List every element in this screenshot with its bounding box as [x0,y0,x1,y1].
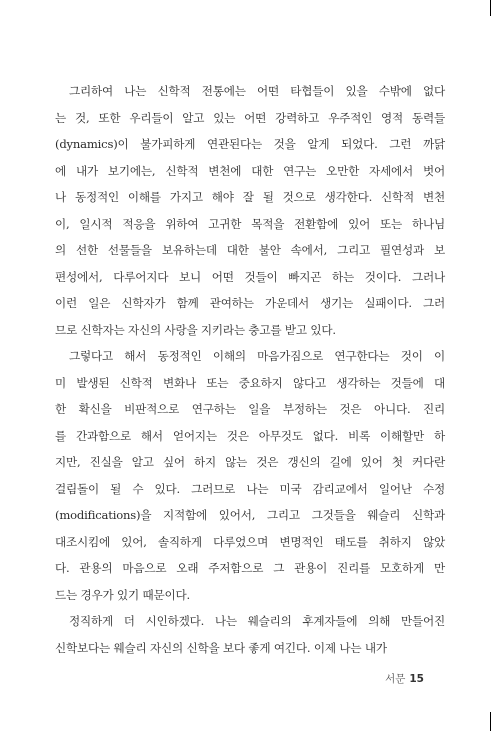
text-line: 편성에서, 다루어지다 보니 어떤 것들이 빠지곤 하는 것이다. 그러나 [55,269,445,284]
text-line: 정직하게 더 시인하겠다. 나는 웨슬리의 후계자들에 의해 만들어진 [69,614,445,628]
text-line: 드는 경우가 있기 때문이다. [55,587,190,602]
text-line: 이런 일은 신학자가 함께 관여하는 가운데서 생기는 실패이다. 그러 [55,296,445,310]
paragraph [55,608,445,661]
text-line: 대조시킴에 있어, 솔직하게 다루었으며 변명적인 태도를 취하지 않았 [55,534,445,549]
text-line: 한 확신을 비판적으로 연구하는 일을 부정하는 것은 아니다. 진리 [55,402,445,416]
crop-mark-bottom [490,712,491,731]
text-line: 신학보다는 웨슬리 자신의 신학을 보다 좋게 여긴다. 이제 나는 내가 [55,640,387,655]
text-line: 므로 신학자는 자신의 사랑을 지키라는 충고를 받고 있다. [55,322,336,337]
section-label: 서문 [385,673,406,685]
text-line: 의 선한 선물들을 보유하는데 대한 불안 속에서, 그리고 필연성과 보 [55,243,445,257]
crop-mark-top [490,0,491,16]
body-text [55,78,445,661]
text-line: 미 발생된 신학적 변화나 또는 중요하지 않다고 생각하는 것들에 대 [55,375,445,390]
text-line: 걸림돌이 될 수 있다. 그러므로 나는 미국 감리교에서 일어난 수정 [55,481,445,496]
text-line: 나 동정적인 이해를 가지고 해야 잘 될 것으로 생각한다. 신학적 변천 [55,190,445,204]
text-line: (dynamics)이 불가피하게 연관된다는 것을 알게 되었다. 그런 까닭 [55,137,445,151]
text-line: 에 내가 보기에는, 신학적 변천에 대한 연구는 오만한 자세에서 벗어 [55,163,445,178]
paragraph [55,343,445,608]
text-line: 를 간과함으로 해서 얻어지는 것은 아무것도 없다. 비록 이해할만 하 [55,428,445,443]
page-footer [385,671,424,686]
text-line: 이, 일시적 적응을 위하여 고귀한 목적을 전환함에 있어 또는 하나님 [55,216,445,231]
text-line: 그렇다고 해서 동정적인 이해의 마음가짐으로 연구한다는 것이 이 [69,349,445,363]
text-line: 는 것, 또한 우리들이 알고 있는 어떤 강력하고 우주적인 영적 동력들 [55,110,445,125]
page-number: 15 [409,673,424,685]
text-line: 지만, 진실을 알고 싶어 하지 않는 것은 갱신의 길에 있어 첫 커다란 [55,455,445,469]
text-line: (modifications)을 지적함에 있어서, 그리고 그것들을 웨슬리 신학과 [55,508,445,522]
text-line: 다. 관용의 마음으로 오래 주저함으로 그 관용이 진리를 모호하게 만 [55,561,445,575]
text-line: 그리하여 나는 신학적 전통에는 어떤 타협들이 있을 수밖에 없다 [69,84,445,98]
paragraph [55,78,445,343]
